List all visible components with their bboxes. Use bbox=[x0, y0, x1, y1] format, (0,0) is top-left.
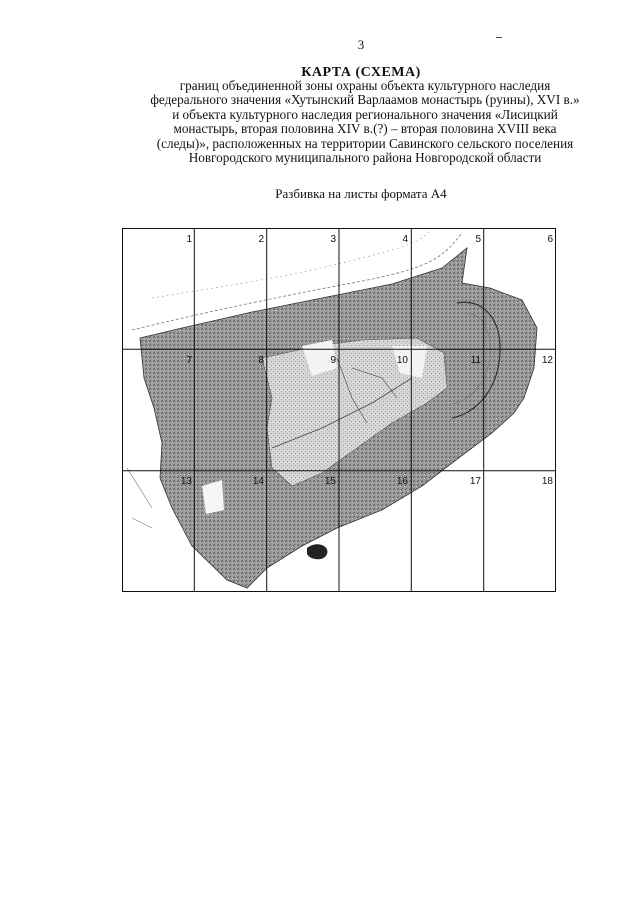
sheet-label: 4 bbox=[402, 234, 408, 245]
sheet-label: 12 bbox=[541, 355, 553, 366]
description-line: федерального значения «Хутынский Варлаамов монастырь (руины), XVI в.» bbox=[150, 92, 580, 108]
sheet-label: 7 bbox=[186, 355, 192, 366]
page-number: 3 bbox=[357, 37, 365, 52]
sheet-label: 1 bbox=[186, 234, 192, 245]
description-line: (следы)», расположенных на территории Савинского сельского поселения bbox=[156, 135, 574, 151]
sheet-label: 5 bbox=[475, 234, 481, 245]
map-scheme bbox=[122, 228, 556, 592]
description-line: монастырь, вторая половина XIV в.(?) – вторая половина XVIII века bbox=[173, 121, 557, 137]
sheet-layout-subtitle: Разбивка на листы формата А4 bbox=[275, 186, 447, 201]
white-patch bbox=[202, 480, 224, 514]
description-line: Новгородского муниципального района Новгородской области bbox=[188, 150, 542, 166]
description-line: границ объединенной зоны охраны объекта культурного наследия bbox=[179, 78, 551, 93]
road bbox=[132, 518, 152, 528]
sheet-label: 17 bbox=[469, 476, 481, 487]
sheet-label: 11 bbox=[470, 355, 481, 366]
sheet-label: 9 bbox=[330, 355, 336, 366]
sheet-label: 13 bbox=[180, 476, 192, 487]
scan-mark bbox=[496, 37, 502, 38]
sheet-label: 15 bbox=[324, 476, 336, 487]
sheet-label: 6 bbox=[547, 234, 553, 245]
road bbox=[127, 468, 152, 508]
pond-shape bbox=[307, 544, 327, 559]
sheet-label: 8 bbox=[258, 355, 264, 366]
sheet-label: 2 bbox=[258, 234, 264, 245]
sheet-label: 3 bbox=[330, 234, 336, 245]
sheet-label: 14 bbox=[252, 476, 264, 487]
sheet-label: 16 bbox=[396, 476, 408, 487]
sheet-label: 10 bbox=[396, 355, 408, 366]
description-line: и объекта культурного наследия регионального значения «Лисицкий bbox=[172, 106, 558, 122]
sheet-label: 18 bbox=[541, 476, 553, 487]
map-description bbox=[95, 79, 635, 165]
map-svg bbox=[122, 228, 556, 592]
map-title: КАРТА (СХЕМА) bbox=[301, 65, 421, 80]
